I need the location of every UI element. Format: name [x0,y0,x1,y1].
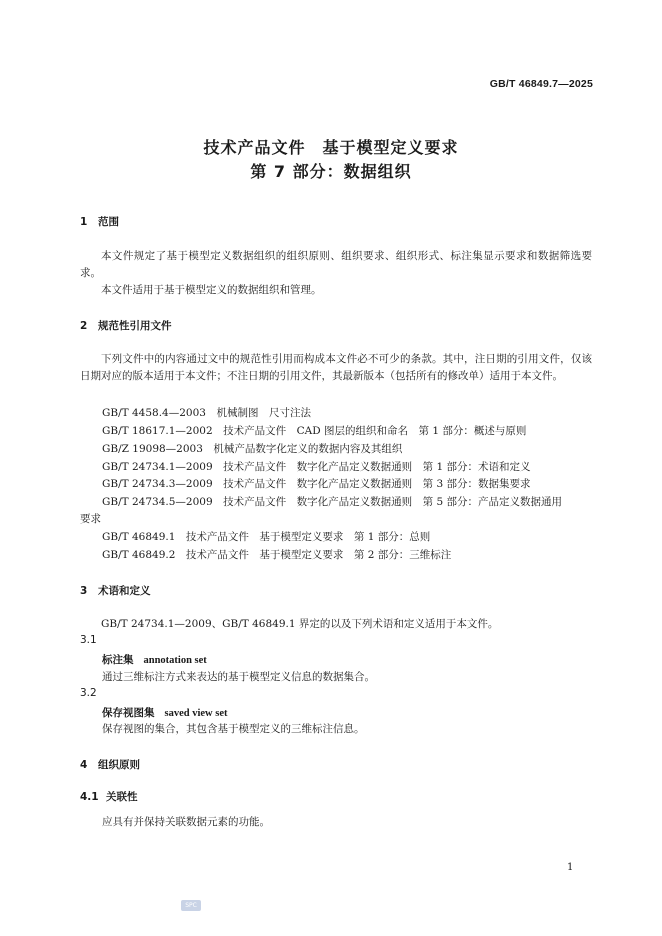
section-2-heading [80,318,172,333]
section-4-heading [80,757,140,772]
term-number: 3.1 [80,634,97,646]
section-title: 规范性引用文件 [98,320,172,332]
document-title: 技术产品文件 基于模型定义要求 [203,138,459,157]
section-title: 组织原则 [98,759,140,771]
page-number: 1 [567,862,574,873]
reference-item-continuation: 要求 [80,513,101,525]
term-definition: 保存视图的集合，其包含基于模型定义的三维标注信息。 [102,723,365,735]
section-3-heading [80,583,151,598]
reference-item: GB/T 18617.1—2002 技术产品文件 CAD 图层的组织和命名 第 1 部分：概述与原则 [102,425,527,437]
standard-code: GB/T 46849.7—2025 [489,78,593,90]
section-1-heading [80,214,119,229]
term-definition: 通过三维标注方式来表达的基于模型定义信息的数据集合。 [102,671,375,683]
reference-item: GB/T 24734.5—2009 技术产品文件 数字化产品定义数据通则 第 5 部分：产品定义数据通用 [102,496,562,508]
relevance-paragraph: 应具有并保持关联数据元素的功能。 [102,816,270,828]
term-english: annotation set [143,655,207,666]
term-number: 3.2 [80,687,97,699]
scope-paragraph-2: 本文件适用于基于模型定义的数据组织和管理。 [101,284,322,296]
section-number: 4 [80,759,88,771]
section-number: 3 [80,585,88,597]
reference-item: GB/T 46849.2 技术产品文件 基于模型定义要求 第 2 部分：三维标注 [102,549,452,561]
reference-item: GB/T 24734.3—2009 技术产品文件 数字化产品定义数据通则 第 3 部分：数据集要求 [102,478,531,490]
subsection-4-1-heading [80,789,138,804]
scope-paragraph-1: 本文件规定了基于模型定义数据组织的组织原则、组织要求、组织形式、标注集显示要求和数据筛选要求。 [80,250,592,279]
term-chinese: 标注集 [102,654,134,666]
term-english: saved view set [164,708,228,719]
normative-refs-paragraph: 下列文件中的内容通过文中的规范性引用而构成本文件必不可少的条款。其中，注日期的引用文件，仅该日期对应的版本适用于本文件；不注日期的引用文件，其最新版本（包括所有的修改单）适用于本文件。 [80,353,592,382]
reference-item: GB/Z 19098—2003 机械产品数字化定义的数据内容及其组织 [102,443,403,455]
section-number: 2 [80,320,88,332]
term-entry [102,705,228,720]
terms-intro-paragraph: GB/T 24734.1—2009、GB/T 46849.1 界定的以及下列术语和定义适用于本文件。 [101,618,499,630]
publisher-watermark-logo: SPC [181,900,201,911]
subsection-title: 关联性 [106,791,138,803]
term-entry [102,652,207,667]
reference-item: GB/T 4458.4—2003 机械制图 尺寸注法 [102,407,311,419]
term-chinese: 保存视图集 [102,707,155,719]
reference-item: GB/T 46849.1 技术产品文件 基于模型定义要求 第 1 部分：总则 [102,531,431,543]
subsection-number: 4.1 [80,791,99,803]
document-subtitle: 第 7 部分：数据组织 [250,162,412,181]
reference-item: GB/T 24734.1—2009 技术产品文件 数字化产品定义数据通则 第 1 部分：术语和定义 [102,461,531,473]
section-title: 范围 [98,216,119,228]
section-number: 1 [80,216,88,228]
section-title: 术语和定义 [98,585,151,597]
